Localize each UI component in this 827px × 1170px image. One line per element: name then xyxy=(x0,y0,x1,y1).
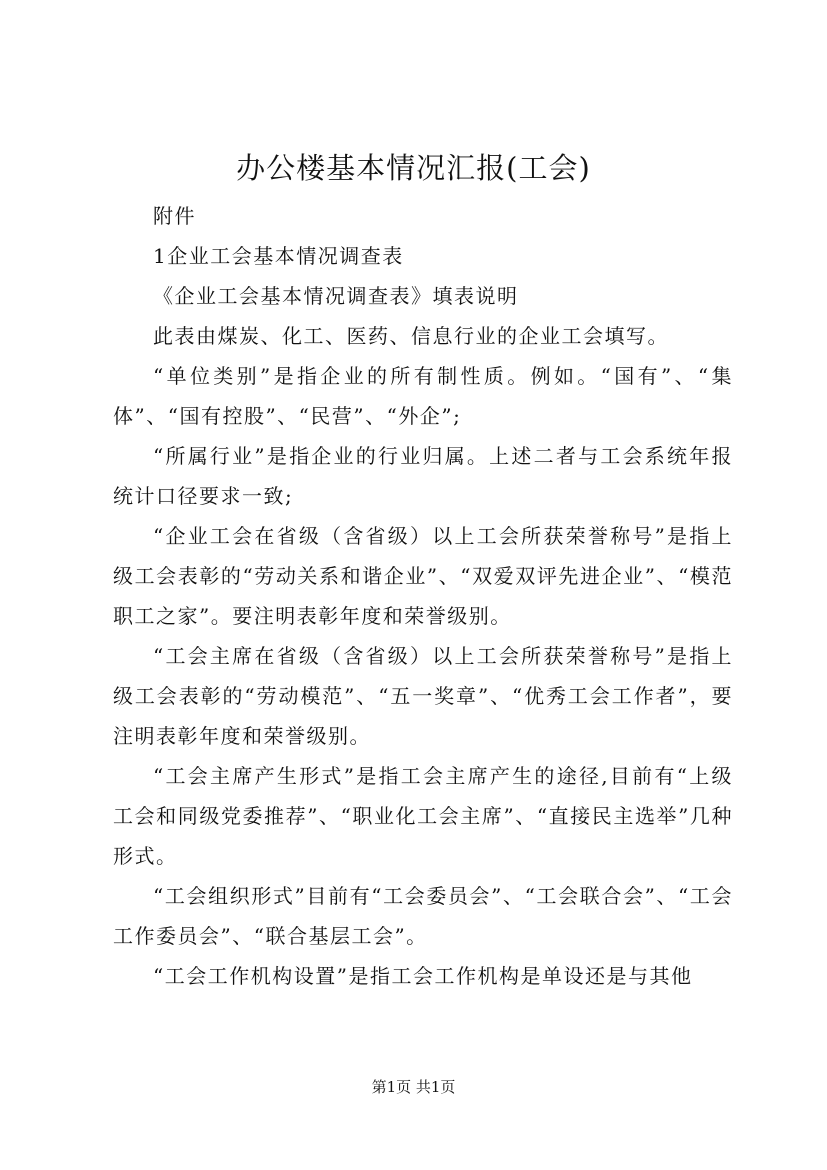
paragraph-chairman-selection: “工会主席产生形式”是指工会主席产生的途径,目前有“上级工会和同级党委推荐”、“职业化工会主席”、“直接民主选举”几种形式。 xyxy=(113,764,733,868)
paragraph-work-agency: “工会工作机构设置”是指工会工作机构是单设还是与其他 xyxy=(153,964,693,988)
document-body xyxy=(113,196,733,996)
paragraph-survey-table: 1企业工会基本情况调查表 xyxy=(153,244,404,268)
document-title: 办公楼基本情况汇报(工会) xyxy=(236,151,591,185)
paragraph-attachment: 附件 xyxy=(153,204,196,228)
paragraph-chairman-honors: “工会主席在省级（含省级）以上工会所获荣誉称号”是指上级工会表彰的“劳动模范”、“五一奖章”、“优秀工会工作者”，要注明表彰年度和荣誉级别。 xyxy=(113,644,733,748)
paragraph-industry: “所属行业”是指企业的行业归属。上述二者与工会系统年报统计口径要求一致; xyxy=(113,444,733,508)
paragraph-union-honors: “企业工会在省级（含省级）以上工会所获荣誉称号”是指上级工会表彰的“劳动关系和谐企业”、“双爱双评先进企业”、“模范职工之家”。要注明表彰年度和荣誉级别。 xyxy=(113,524,733,628)
paragraph-instructions-title: 《企业工会基本情况调查表》填表说明 xyxy=(153,284,519,308)
page-footer: 第1页 共1页 xyxy=(371,1078,456,1096)
paragraph-scope: 此表由煤炭、化工、医药、信息行业的企业工会填写。 xyxy=(153,324,669,348)
paragraph-organization-form: “工会组织形式”目前有“工会委员会”、“工会联合会”、“工会工作委员会”、“联合基层工会”。 xyxy=(113,884,733,948)
paragraph-unit-category: “单位类别”是指企业的所有制性质。例如。“国有”、“集体”、“国有控股”、“民营”、“外企”; xyxy=(113,364,733,428)
